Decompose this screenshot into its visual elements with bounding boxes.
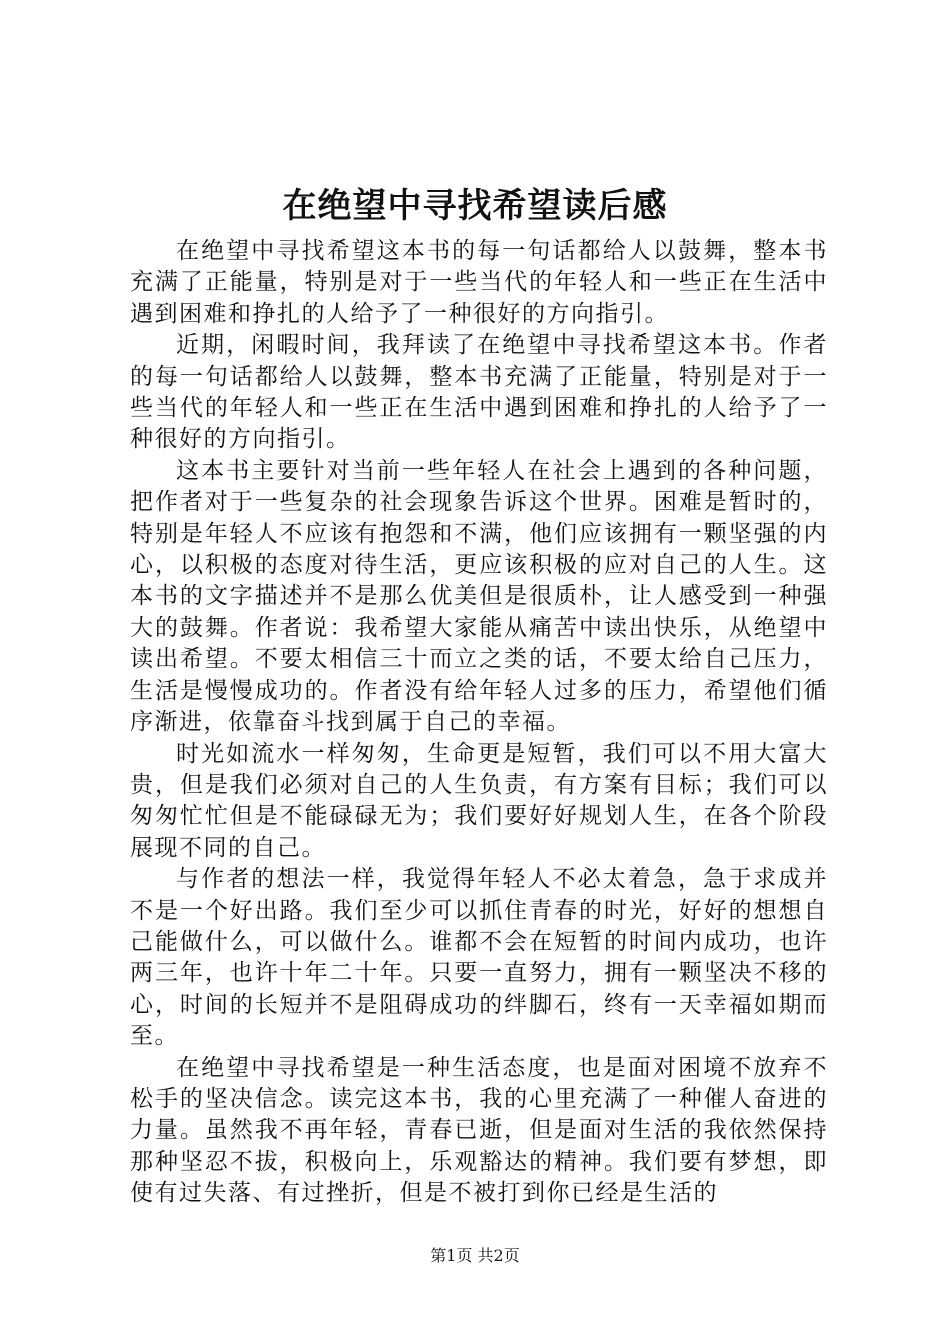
paragraph-3: 这本书主要针对当前一些年轻人在社会上遇到的各种问题，把作者对于一些复杂的社会现象告诉这个世界。困难是暂时的，特别是年轻人不应该有抱怨和不满，他们应该拥有一颗坚强的内心，以积极的态度对待生活，更应该积极的应对自己的人生。这本书的文字描述并不是那么优美但是很质朴，让人感受到一种强大的鼓舞。作者说：我希望大家能从痛苦中读出快乐，从绝望中读出希望。不要太相信三十而立之类的话，不要太给自己压力，生活是慢慢成功的。作者没有给年轻人过多的压力，希望他们循序渐进，依靠奋斗找到属于自己的幸福。 [130, 457, 828, 736]
paragraph-2: 近期，闲暇时间，我拜读了在绝望中寻找希望这本书。作者的每一句话都给人以鼓舞，整本书充满了正能量，特别是对于一些当代的年轻人和一些正在生活中遇到困难和挣扎的人给予了一种很好的方向指引。 [130, 332, 828, 453]
paragraph-5: 与作者的想法一样，我觉得年轻人不必太着急，急于求成并不是一个好出路。我们至少可以抓住青春的时光，好好的想想自己能做什么，可以做什么。谁都不会在短暂的时间内成功，也许两三年，也许十年二十年。只要一直努力，拥有一颗坚决不移的心，时间的长短并不是阻碍成功的绊脚石，终有一天幸福如期而至。 [130, 866, 828, 1050]
document-title: 在绝望中寻找希望读后感 [282, 186, 668, 226]
document-body [130, 236, 828, 1210]
paragraph-1: 在绝望中寻找希望这本书的每一句话都给人以鼓舞，整本书充满了正能量，特别是对于一些当代的年轻人和一些正在生活中遇到困难和挣扎的人给予了一种很好的方向指引。 [130, 238, 828, 327]
paragraph-4: 时光如流水一样匆匆，生命更是短暂，我们可以不用大富大贵，但是我们必须对自己的人生负责，有方案有目标；我们可以匆匆忙忙但是不能碌碌无为；我们要好好规划人生，在各个阶段展现不同的自己。 [130, 740, 828, 861]
paragraph-6: 在绝望中寻找希望是一种生活态度，也是面对困境不放弃不松手的坚决信念。读完这本书，我的心里充满了一种催人奋进的力量。虽然我不再年轻，青春已逝，但是面对生活的我依然保持那种坚忍不拔，积极向上，乐观豁达的精神。我们要有梦想，即使有过失落、有过挫折，但是不被打到你已经是生活的 [130, 1054, 828, 1207]
page-footer: 第1页 共2页 [430, 1246, 520, 1265]
